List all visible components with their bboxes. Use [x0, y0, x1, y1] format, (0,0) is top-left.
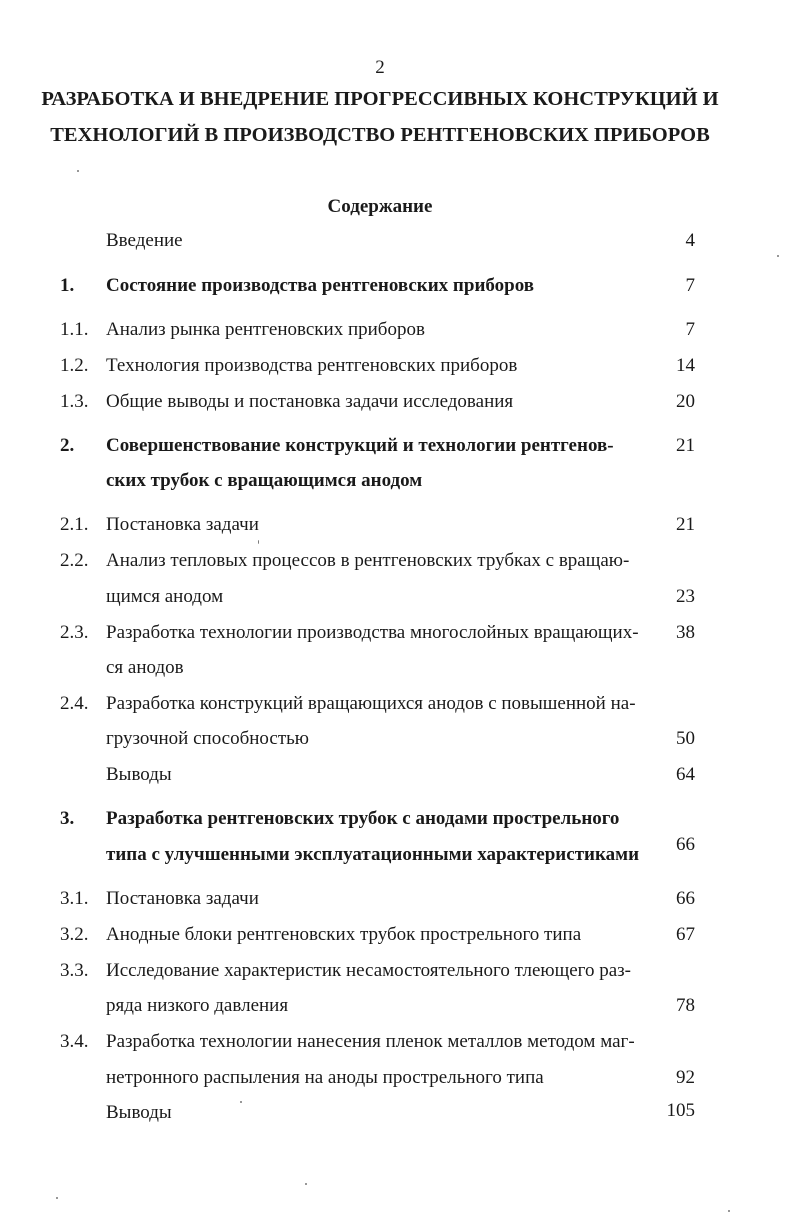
toc-entry-1-2-page: 14 [676, 355, 695, 376]
toc-entry-2-4-title-line-2: грузочной способностью [106, 728, 309, 749]
toc-entry-2-1-number: 2.1. [60, 514, 89, 535]
scan-speck [77, 170, 79, 172]
toc-entry-3-2-page: 67 [676, 924, 695, 945]
toc-entry-3-conclusions-title: Выводы [106, 1102, 172, 1123]
toc-entry-3-1-page: 66 [676, 888, 695, 909]
toc-entry-3-4-title-line-1: Разработка технологии нанесения пленок металлов методом маг- [106, 1031, 635, 1052]
toc-entry-3-page: 66 [676, 834, 695, 855]
document-title-line-1: РАЗРАБОТКА И ВНЕДРЕНИЕ ПРОГРЕССИВНЫХ КОНСТРУКЦИЙ И [41, 88, 719, 110]
toc-entry-2-conclusions-title: Выводы [106, 764, 172, 785]
toc-entry-1-3-title: Общие выводы и постановка задачи исследования [106, 391, 514, 412]
toc-entry-intro-page: 4 [685, 230, 695, 251]
toc-entry-2-4-number: 2.4. [60, 693, 89, 714]
toc-entry-3-4-title-line-2: нетронного распыления на аноды прострельного типа [106, 1067, 544, 1088]
toc-entry-3-title-line-1: Разработка рентгеновских трубок с анодами прострельного [106, 808, 620, 829]
toc-entry-3-number: 3. [60, 808, 75, 829]
toc-entry-3-4-number: 3.4. [60, 1031, 89, 1052]
toc-entry-3-title-line-2: типа с улучшенными эксплуатационными характеристиками [106, 844, 640, 865]
toc-entry-3-4-page: 92 [676, 1067, 695, 1088]
toc-entry-2-page: 21 [676, 435, 695, 456]
scan-speck [305, 1183, 307, 1185]
scan-speck [728, 1210, 730, 1212]
toc-entry-3-2-number: 3.2. [60, 924, 89, 945]
toc-entry-3-1-number: 3.1. [60, 888, 89, 909]
toc-entry-2-3-page: 38 [676, 622, 695, 643]
toc-entry-1-3-page: 20 [676, 391, 695, 412]
toc-entry-3-3-number: 3.3. [60, 960, 89, 981]
toc-entry-3-2-title: Анодные блоки рентгеновских трубок прострельного типа [106, 924, 582, 945]
toc-entry-3-3-title-line-1: Исследование характеристик несамостоятельного тлеющего раз- [106, 960, 631, 981]
toc-entry-2-title-line-2: ских трубок с вращающимся анодом [106, 470, 423, 491]
toc-entry-1-2-title: Технология производства рентгеновских приборов [106, 355, 518, 376]
toc-entry-2-3-title-line-2: ся анодов [106, 657, 184, 678]
toc-entry-2-2-title-line-2: щимся анодом [106, 586, 224, 607]
toc-heading: Содержание [327, 196, 433, 217]
toc-entry-3-conclusions-page: 105 [666, 1100, 695, 1121]
scan-speck [777, 255, 779, 257]
scan-speck [258, 540, 259, 544]
toc-entry-1-number: 1. [60, 275, 75, 296]
toc-entry-2-2-title-line-1: Анализ тепловых процессов в рентгеновских трубках с вращаю- [106, 550, 630, 571]
toc-entry-2-number: 2. [60, 435, 75, 456]
page-number: 2 [375, 57, 385, 78]
toc-entry-2-4-title-line-1: Разработка конструкций вращающихся анодов с повышенной на- [106, 693, 636, 714]
scan-speck [56, 1197, 58, 1199]
toc-entry-intro-title: Введение [106, 230, 183, 251]
toc-entry-2-3-number: 2.3. [60, 622, 89, 643]
toc-entry-2-3-title-line-1: Разработка технологии производства многослойных вращающих- [106, 622, 639, 643]
toc-entry-1-1-title: Анализ рынка рентгеновских приборов [106, 319, 425, 340]
toc-entry-2-1-title: Постановка задачи [106, 514, 259, 535]
toc-entry-2-2-number: 2.2. [60, 550, 89, 571]
scan-speck [240, 1101, 242, 1103]
toc-entry-2-title-line-1: Совершенствование конструкций и технологии рентгенов- [106, 435, 614, 456]
toc-entry-1-page: 7 [685, 275, 695, 296]
toc-entry-2-conclusions-page: 64 [676, 764, 695, 785]
document-title-line-2: ТЕХНОЛОГИЙ В ПРОИЗВОДСТВО РЕНТГЕНОВСКИХ ПРИБОРОВ [50, 124, 710, 146]
toc-entry-2-1-page: 21 [676, 514, 695, 535]
toc-entry-2-4-page: 50 [676, 728, 695, 749]
toc-entry-1-1-number: 1.1. [60, 319, 89, 340]
toc-entry-1-3-number: 1.3. [60, 391, 89, 412]
toc-entry-1-2-number: 1.2. [60, 355, 89, 376]
toc-entry-3-1-title: Постановка задачи [106, 888, 259, 909]
toc-entry-3-3-page: 78 [676, 995, 695, 1016]
toc-entry-3-3-title-line-2: ряда низкого давления [106, 995, 289, 1016]
toc-entry-1-title: Состояние производства рентгеновских приборов [106, 275, 535, 296]
toc-entry-1-1-page: 7 [685, 319, 695, 340]
toc-entry-2-2-page: 23 [676, 586, 695, 607]
